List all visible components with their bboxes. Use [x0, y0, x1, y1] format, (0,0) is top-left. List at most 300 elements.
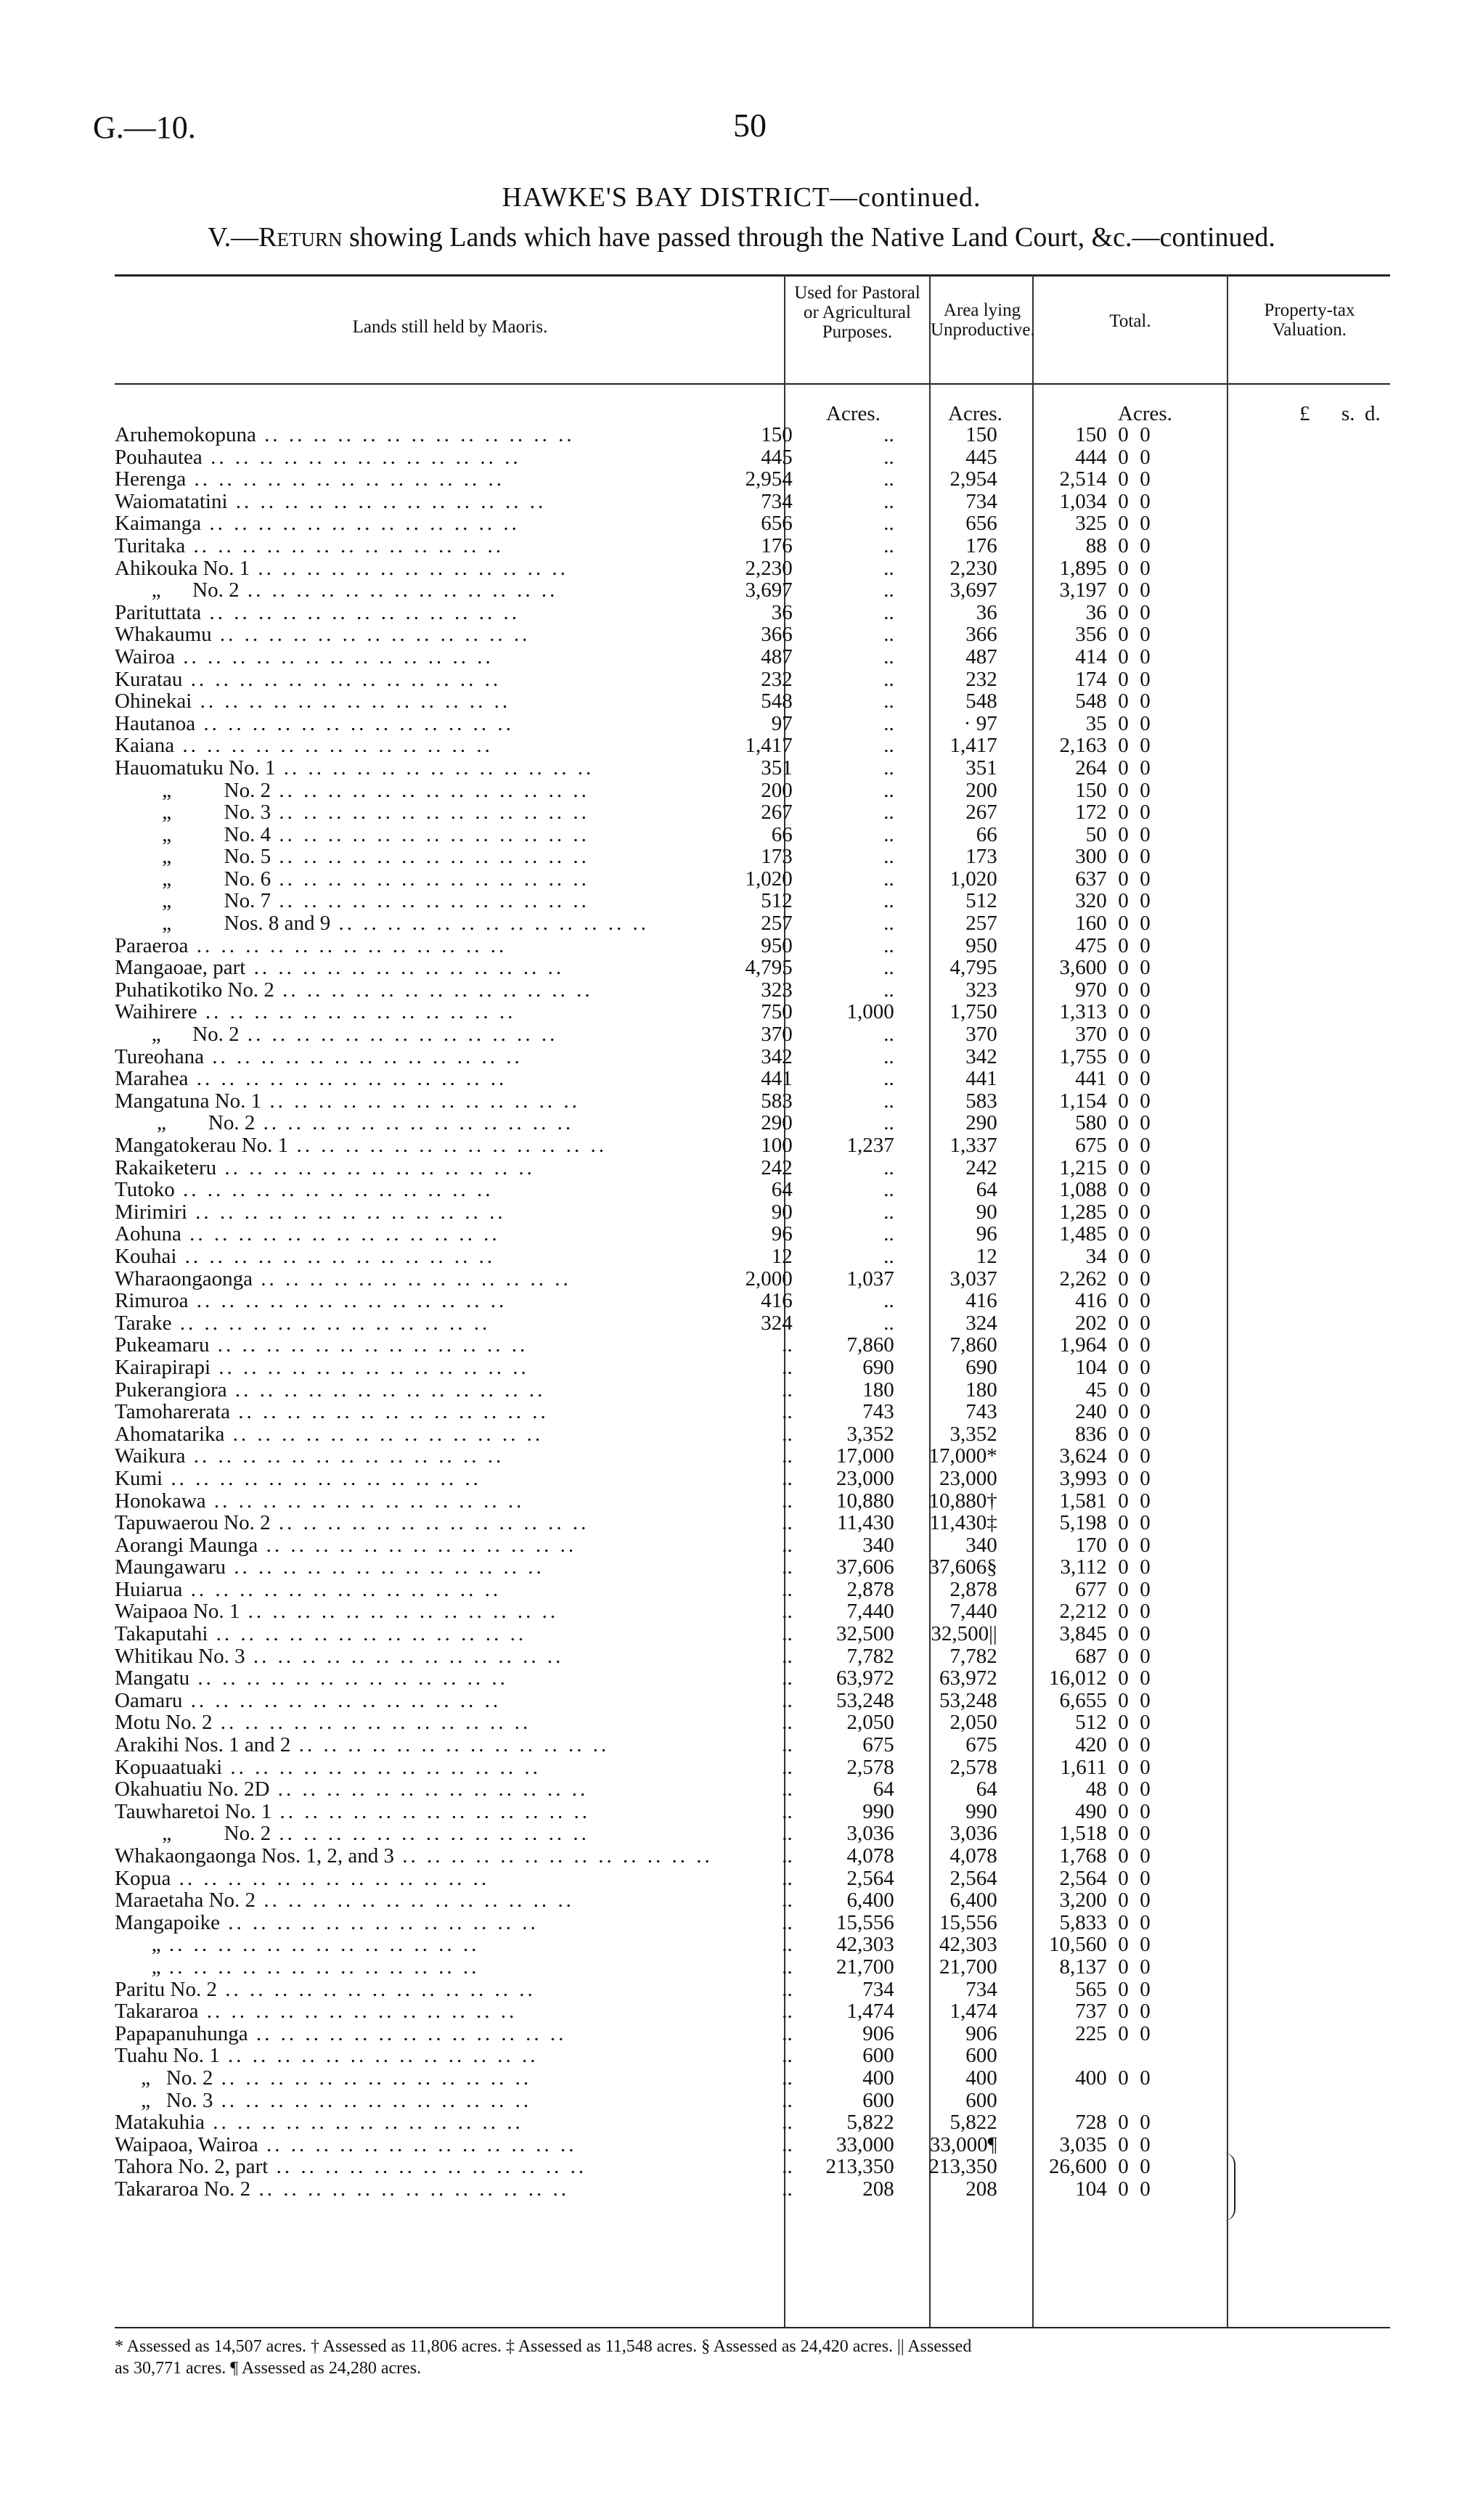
table-row: [115, 2111, 1151, 2134]
valuation-pence: 0: [1140, 711, 1151, 735]
land-name: Tutoko .. .. .. .. .. .. .. .. .. .. .. .. ..: [115, 1179, 494, 1201]
valuation-shillings: 0: [1118, 711, 1129, 735]
pastoral-acres: 150: [761, 423, 793, 446]
total-acres: 63,972: [939, 1666, 997, 1690]
table-row: [115, 890, 1151, 912]
table-row: [115, 1179, 1151, 1201]
unproductive-acres: ..: [883, 1089, 894, 1113]
valuation-pence: 0: [1140, 1977, 1151, 2001]
land-name: Motu No. 2 .. .. .. .. .. .. .. .. .. .. .. .. ..: [115, 1711, 531, 1735]
land-name: Tarake .. .. .. .. .. .. .. .. .. .. .. .. ..: [115, 1312, 491, 1335]
valuation-pence: 0: [1140, 1289, 1151, 1313]
total-acres: 17,000*: [928, 1444, 997, 1468]
valuation-shillings: 0: [1118, 1244, 1129, 1268]
pastoral-acres: ..: [782, 1600, 793, 1624]
land-name: Aruhemokopuna .. .. .. .. .. .. .. .. .. .. .. .. ..: [115, 424, 575, 446]
unproductive-acres: 4,078: [846, 1844, 894, 1868]
pastoral-acres: 12: [771, 1244, 793, 1268]
unproductive-acres: 7,782: [846, 1644, 894, 1668]
valuation-shillings: 0: [1118, 1778, 1129, 1801]
land-name: Maungawaru .. .. .. .. .. .. .. .. .. .. .. .. ..: [115, 1556, 544, 1579]
column-header-total: Total.: [1109, 311, 1151, 331]
land-name: Takararoa No. 2 .. .. .. .. .. .. .. .. .. .. .. .. ..: [115, 2177, 569, 2201]
pastoral-acres: 64: [771, 1178, 793, 1202]
table-row: [115, 801, 1151, 824]
pastoral-acres: 548: [761, 690, 793, 713]
land-name: „ No. 2 .. .. .. .. .. .. .. .. .. .. .. .. ..: [115, 1112, 574, 1134]
total-acres: 340: [965, 1533, 997, 1557]
unproductive-acres: ..: [883, 845, 894, 869]
pastoral-acres: 176: [761, 533, 793, 557]
valuation-shillings: 0: [1118, 467, 1129, 491]
pastoral-acres: 257: [761, 912, 793, 936]
table-row: [115, 713, 1151, 735]
valuation-shillings: 0: [1118, 1355, 1129, 1379]
land-name: Takararoa .. .. .. .. .. .. .. .. .. .. .. .. ..: [115, 2000, 518, 2023]
table-row: [115, 1201, 1151, 1224]
land-name: Mangaoae, part .. .. .. .. .. .. .. .. .. .. .. .. ..: [115, 957, 565, 979]
valuation-shillings: 0: [1118, 1200, 1129, 1224]
pastoral-acres: 583: [761, 1089, 793, 1113]
table-row: [115, 446, 1151, 469]
total-acres: 10,880†: [928, 1489, 997, 1513]
land-name: Tauwharetoi No. 1 .. .. .. .. .. .. .. .. .. .. .. .. ..: [115, 1800, 590, 1823]
valuation-pence: 0: [1140, 1577, 1151, 1601]
valuation-pence: 0: [1140, 556, 1151, 580]
valuation-shillings: 0: [1118, 1666, 1129, 1690]
pastoral-acres: ..: [782, 2177, 793, 2201]
valuation-shillings: 0: [1118, 2111, 1129, 2135]
valuation-pounds: 1,518: [1059, 1822, 1107, 1846]
pastoral-acres: ..: [782, 1378, 793, 1402]
land-name: Waiomatatini .. .. .. .. .. .. .. .. .. .. .. .. ..: [115, 490, 547, 513]
unproductive-acres: 15,556: [836, 1910, 894, 1934]
land-name: „ No. 7 .. .. .. .. .. .. .. .. .. .. .. .. ..: [115, 890, 589, 913]
valuation-pence: 0: [1140, 645, 1151, 668]
table-row: [115, 2000, 1151, 2023]
table-row: [115, 646, 1151, 668]
land-name: Puhatikotiko No. 2 .. .. .. .. .. .. .. .. .. .. .. .. ..: [115, 978, 593, 1002]
valuation-shillings: 0: [1118, 1622, 1129, 1646]
unproductive-acres: 743: [862, 1400, 894, 1424]
table-row: [115, 1357, 1151, 1379]
lands-table: [115, 424, 1151, 2201]
pastoral-acres: 66: [771, 822, 793, 846]
total-acres: 342: [965, 1044, 997, 1068]
valuation-shillings: 0: [1118, 2000, 1129, 2024]
valuation-shillings: 0: [1118, 1733, 1129, 1757]
pastoral-acres: ..: [782, 1444, 793, 1468]
valuation-shillings: 0: [1118, 2021, 1129, 2045]
valuation-pence: 0: [1140, 578, 1151, 602]
valuation-shillings: 0: [1118, 1444, 1129, 1468]
valuation-shillings: 0: [1118, 1822, 1129, 1846]
valuation-pounds: 1,768: [1059, 1844, 1107, 1868]
valuation-pence: 0: [1140, 1267, 1151, 1290]
table-row: [115, 1423, 1151, 1446]
table-row: [115, 824, 1151, 846]
land-name: Pukerangiora .. .. .. .. .. .. .. .. .. .. .. .. ..: [115, 1378, 546, 1402]
valuation-pence: 0: [1140, 2021, 1151, 2045]
land-name: Huiarua .. .. .. .. .. .. .. .. .. .. .. .. ..: [115, 1578, 502, 1601]
total-acres: 36: [976, 600, 997, 624]
unproductive-acres: ..: [883, 889, 894, 913]
valuation-pounds: 836: [1075, 1422, 1107, 1446]
land-name: Tapuwaerou No. 2 .. .. .. .. .. .. .. .. .. .. .. .. ..: [115, 1512, 589, 1534]
valuation-shillings: 0: [1118, 2066, 1129, 2090]
valuation-pence: 0: [1140, 1244, 1151, 1268]
land-name: Pukeamaru .. .. .. .. .. .. .. .. .. .. .. .. ..: [115, 1334, 528, 1357]
valuation-pounds: 160: [1075, 912, 1107, 936]
valuation-shillings: 0: [1118, 1910, 1129, 1934]
table-row: [115, 668, 1151, 691]
total-acres: 3,352: [949, 1422, 997, 1446]
pastoral-acres: ..: [782, 1644, 793, 1668]
pastoral-acres: 36: [771, 600, 793, 624]
valuation-pounds: 565: [1075, 1977, 1107, 2001]
total-acres: 11,430‡: [929, 1511, 997, 1535]
total-acres: 2,954: [949, 467, 997, 491]
valuation-pounds: 45: [1085, 1378, 1107, 1402]
valuation-pounds: 1,034: [1059, 489, 1107, 513]
table-row: [115, 2134, 1151, 2156]
unproductive-acres: ..: [883, 1289, 894, 1313]
land-name: „ No. 3 .. .. .. .. .. .. .. .. .. .. .. .. ..: [115, 801, 589, 824]
unproductive-acres: 10,880: [836, 1489, 894, 1513]
pastoral-acres: 323: [761, 978, 793, 1002]
pastoral-acres: ..: [782, 1333, 793, 1357]
total-acres: 3,697: [949, 578, 997, 602]
total-acres: 2,230: [949, 556, 997, 580]
pastoral-acres: ..: [782, 1688, 793, 1712]
unproductive-acres: 1,237: [846, 1134, 894, 1157]
return-title-rest: showing Lands which have passed through the Native Land Court, &c.—continued.: [348, 222, 1275, 253]
valuation-pounds: 48: [1085, 1778, 1107, 1801]
valuation-pence: 0: [1140, 690, 1151, 713]
total-acres: 232: [965, 667, 997, 691]
unproductive-acres: 3,352: [846, 1422, 894, 1446]
table-row: [115, 690, 1151, 713]
valuation-pence: 0: [1140, 600, 1151, 624]
valuation-shillings: 0: [1118, 1844, 1129, 1868]
land-name: Aorangi Maunga .. .. .. .. .. .. .. .. .. .. .. .. ..: [115, 1534, 577, 1557]
valuation-shillings: 0: [1118, 1378, 1129, 1402]
valuation-pounds: 3,197: [1059, 578, 1107, 602]
table-row: [115, 1556, 1151, 1579]
unproductive-acres: 400: [862, 2066, 894, 2090]
valuation-pence: 0: [1140, 1355, 1151, 1379]
land-name: „ No. 3 .. .. .. .. .. .. .. .. .. .. .. .. ..: [115, 2089, 532, 2112]
land-name: Takaputahi .. .. .. .. .. .. .. .. .. .. .. .. ..: [115, 1623, 527, 1645]
total-acres: 990: [965, 1799, 997, 1823]
land-name: Kopua .. .. .. .. .. .. .. .. .. .. .. .. ..: [115, 1867, 490, 1890]
unproductive-acres: 2,050: [846, 1711, 894, 1735]
valuation-pence: 0: [1140, 1311, 1151, 1335]
total-acres: 7,440: [949, 1600, 997, 1624]
valuation-pence: 0: [1140, 1778, 1151, 1801]
pastoral-acres: 97: [771, 711, 793, 735]
valuation-shillings: 0: [1118, 423, 1129, 446]
unproductive-acres: ..: [883, 933, 894, 957]
land-name: Kaiana .. .. .. .. .. .. .. .. .. .. .. .. ..: [115, 735, 493, 757]
table-row: [115, 1068, 1151, 1090]
pastoral-acres: 441: [761, 1067, 793, 1091]
land-name: Kumi .. .. .. .. .. .. .. .. .. .. .. .. ..: [115, 1467, 481, 1490]
valuation-pounds: 1,485: [1059, 1222, 1107, 1246]
land-name: Waikura .. .. .. .. .. .. .. .. .. .. .. .. ..: [115, 1445, 504, 1468]
land-name: Aohuna .. .. .. .. .. .. .. .. .. .. .. .. ..: [115, 1223, 500, 1245]
total-acres: 208: [965, 2177, 997, 2201]
land-name: Tahora No. 2, part .. .. .. .. .. .. .. .. .. .. .. .. ..: [115, 2156, 587, 2178]
valuation-shillings: 0: [1118, 1889, 1129, 1912]
valuation-pence: 0: [1140, 1844, 1151, 1868]
valuation-pounds: [1019, 2090, 1107, 2112]
table-row: [115, 1645, 1151, 1668]
total-acres: 366: [965, 623, 997, 647]
total-acres: 370: [965, 1023, 997, 1047]
pastoral-acres: ..: [782, 1711, 793, 1735]
valuation-pence: [1129, 2045, 1151, 2067]
unproductive-acres: ..: [883, 1178, 894, 1202]
unit-pence: d.: [1365, 402, 1381, 425]
total-acres: 600: [965, 2044, 997, 2068]
unproductive-acres: 213,350: [825, 2155, 894, 2179]
valuation-pounds: 3,200: [1059, 1889, 1107, 1912]
column-header-pastoral: Used for Pastoral or Agricultural Purposes.: [794, 283, 920, 342]
pastoral-acres: ..: [782, 1489, 793, 1513]
valuation-pence: 0: [1140, 1866, 1151, 1890]
valuation-pence: 0: [1140, 845, 1151, 869]
pastoral-acres: 950: [761, 933, 793, 957]
valuation-shillings: [1107, 2090, 1129, 2112]
land-name: Whakaongaonga Nos. 1, 2, and 3 .. .. .. .. .. .. .. .. .. .. .. .. ..: [115, 1845, 713, 1868]
unproductive-acres: 11,430: [837, 1511, 894, 1535]
pastoral-acres: 200: [761, 778, 793, 802]
valuation-pounds: 2,514: [1059, 467, 1107, 491]
total-acres: 15,556: [939, 1910, 997, 1934]
land-name: Tureohana .. .. .. .. .. .. .. .. .. .. .. .. ..: [115, 1045, 523, 1068]
land-name: Wairoa .. .. .. .. .. .. .. .. .. .. .. .. ..: [115, 645, 494, 668]
pastoral-acres: ..: [782, 1355, 793, 1379]
total-acres: 4,078: [949, 1844, 997, 1868]
valuation-shillings: 0: [1118, 1067, 1129, 1091]
total-acres: 42,303: [939, 1933, 997, 1957]
total-acres: 690: [965, 1355, 997, 1379]
total-acres: 743: [965, 1400, 997, 1424]
table-row: [115, 1223, 1151, 1245]
total-acres: 675: [965, 1733, 997, 1757]
valuation-pounds: 490: [1075, 1799, 1107, 1823]
table-row: [115, 935, 1151, 957]
total-acres: 351: [965, 756, 997, 780]
valuation-shillings: 0: [1118, 1400, 1129, 1424]
valuation-shillings: 0: [1118, 1688, 1129, 1712]
total-acres: 3,037: [949, 1267, 997, 1290]
unproductive-acres: 1,000: [846, 1000, 894, 1024]
valuation-shillings: 0: [1118, 1489, 1129, 1513]
valuation-pence: 0: [1140, 867, 1151, 891]
valuation-shillings: 0: [1118, 1755, 1129, 1779]
unproductive-acres: ..: [883, 690, 894, 713]
pastoral-acres: ..: [782, 1778, 793, 1801]
valuation-pounds: 300: [1075, 845, 1107, 869]
pastoral-acres: ..: [782, 1511, 793, 1535]
valuation-pence: 0: [1140, 1333, 1151, 1357]
valuation-pence: 0: [1140, 1600, 1151, 1624]
land-name: Tuahu No. 1 .. .. .. .. .. .. .. .. .. .. .. .. ..: [115, 2045, 539, 2067]
valuation-pounds: 10,560: [1048, 1933, 1107, 1957]
valuation-pence: 0: [1140, 512, 1151, 536]
unproductive-acres: ..: [883, 1111, 894, 1135]
valuation-pounds: 512: [1075, 1711, 1107, 1735]
footnote-line-1: * Assessed as 14,507 acres. † Assessed as 11,806 acres. ‡ Assessed as 11,548 acres. § Assessed as 24,420 acres. || Assessed: [115, 2337, 972, 2356]
valuation-pounds: 1,755: [1059, 1044, 1107, 1068]
unproductive-acres: ..: [883, 734, 894, 758]
land-name: Whitikau No. 3 .. .. .. .. .. .. .. .. .. .. .. .. ..: [115, 1645, 564, 1668]
land-name: Rimuroa .. .. .. .. .. .. .. .. .. .. .. .. ..: [115, 1290, 507, 1312]
table-row: [115, 979, 1151, 1002]
valuation-pence: 0: [1140, 801, 1151, 825]
total-acres: 21,700: [939, 1955, 997, 1979]
unproductive-acres: 63,972: [836, 1666, 894, 1690]
district-title: HAWKE'S BAY DISTRICT—continued.: [502, 182, 981, 213]
valuation-pence: 0: [1140, 1000, 1151, 1024]
total-acres: 23,000: [939, 1466, 997, 1490]
unproductive-acres: ..: [883, 756, 894, 780]
valuation-shillings: 0: [1118, 1178, 1129, 1202]
valuation-pence: 0: [1140, 1134, 1151, 1157]
land-name: „ No. 2 .. .. .. .. .. .. .. .. .. .. .. .. ..: [115, 1023, 558, 1046]
land-name: Marahea .. .. .. .. .. .. .. .. .. .. .. .. ..: [115, 1068, 507, 1090]
table-row: [115, 1090, 1151, 1113]
total-acres: 7,782: [949, 1644, 997, 1668]
land-name: Ahikouka No. 1 .. .. .. .. .. .. .. .. .. .. .. .. ..: [115, 557, 568, 580]
unit-shillings: s.: [1341, 402, 1355, 425]
table-row: [115, 1001, 1151, 1023]
valuation-shillings: 0: [1118, 1023, 1129, 1047]
valuation-pence: 0: [1140, 2000, 1151, 2024]
land-name: „ No. 2 .. .. .. .. .. .. .. .. .. .. .. .. ..: [115, 1822, 589, 1845]
unproductive-acres: 1,037: [846, 1267, 894, 1290]
pastoral-acres: ..: [782, 1799, 793, 1823]
valuation-pounds: 400: [1075, 2066, 1107, 2090]
total-acres: 400: [965, 2066, 997, 2090]
land-name: Kaimanga .. .. .. .. .. .. .. .. .. .. .. .. ..: [115, 512, 520, 535]
pastoral-acres: 267: [761, 801, 793, 825]
valuation-shillings: 0: [1118, 801, 1129, 825]
pastoral-acres: 2,000: [745, 1267, 793, 1290]
valuation-pence: 0: [1140, 1378, 1151, 1402]
valuation-pence: 0: [1140, 1067, 1151, 1091]
land-name: Oamaru .. .. .. .. .. .. .. .. .. .. .. .. ..: [115, 1689, 502, 1712]
land-name: Papapanuhunga .. .. .. .. .. .. .. .. .. .. .. .. ..: [115, 2022, 567, 2045]
total-acres: 2,578: [949, 1755, 997, 1779]
total-acres: 33,000¶: [929, 2132, 997, 2156]
valuation-shillings: 0: [1118, 1333, 1129, 1357]
valuation-pounds: 3,035: [1059, 2132, 1107, 2156]
return-title: [0, 221, 1483, 253]
valuation-pence: 0: [1140, 912, 1151, 936]
unproductive-acres: ..: [883, 1067, 894, 1091]
table-row: [115, 757, 1151, 780]
valuation-shillings: 0: [1118, 578, 1129, 602]
pastoral-acres: ..: [782, 1400, 793, 1424]
valuation-pounds: 728: [1075, 2111, 1107, 2135]
valuation-pounds: 5,198: [1059, 1511, 1107, 1535]
total-acres: 3,036: [949, 1822, 997, 1846]
table-row: [115, 2090, 1151, 2112]
valuation-shillings: 0: [1118, 1134, 1129, 1157]
valuation-pence: 0: [1140, 1023, 1151, 1047]
pastoral-acres: ..: [782, 1555, 793, 1579]
column-header-unproductive: Area lying Unproductive.: [931, 300, 1035, 340]
pastoral-acres: ..: [782, 1533, 793, 1557]
valuation-pounds: 737: [1075, 2000, 1107, 2024]
total-acres: 487: [965, 645, 997, 668]
valuation-shillings: 0: [1118, 1799, 1129, 1823]
valuation-pounds: 240: [1075, 1400, 1107, 1424]
total-acres: 416: [965, 1289, 997, 1313]
valuation-pence: 0: [1140, 1733, 1151, 1757]
land-name: Waipaoa No. 1 .. .. .. .. .. .. .. .. .. .. .. .. ..: [115, 1600, 559, 1624]
unproductive-acres: ..: [883, 711, 894, 735]
unproductive-acres: 2,564: [846, 1866, 894, 1890]
total-acres: 2,564: [949, 1866, 997, 1890]
valuation-pounds: 172: [1075, 801, 1107, 825]
land-name: „ No. 2 .. .. .. .. .. .. .. .. .. .. .. .. ..: [115, 779, 589, 802]
valuation-pounds: 225: [1075, 2021, 1107, 2045]
unproductive-acres: 7,440: [846, 1600, 894, 1624]
page-number: 50: [733, 107, 767, 144]
valuation-pounds: 1,313: [1059, 1000, 1107, 1024]
valuation-pence: 0: [1140, 778, 1151, 802]
valuation-pence: 0: [1140, 1533, 1151, 1557]
unproductive-acres: 23,000: [836, 1466, 894, 1490]
pastoral-acres: 173: [761, 845, 793, 869]
valuation-pence: 0: [1140, 1466, 1151, 1490]
valuation-pounds: 687: [1075, 1644, 1107, 1668]
pastoral-acres: 750: [761, 1000, 793, 1024]
valuation-shillings: 0: [1118, 778, 1129, 802]
table-row: [115, 1290, 1151, 1312]
land-name: Kouhai .. .. .. .. .. .. .. .. .. .. .. .. ..: [115, 1245, 496, 1268]
table-row: [115, 2156, 1151, 2178]
pastoral-acres: 242: [761, 1155, 793, 1179]
valuation-pence: 0: [1140, 445, 1151, 469]
table-row: [115, 1756, 1151, 1779]
valuation-shillings: 0: [1118, 445, 1129, 469]
unproductive-acres: ..: [883, 1155, 894, 1179]
pastoral-acres: 512: [761, 889, 793, 913]
valuation-shillings: 0: [1118, 1644, 1129, 1668]
total-acres: 583: [965, 1089, 997, 1113]
valuation-pence: 0: [1140, 1822, 1151, 1846]
valuation-shillings: 0: [1118, 645, 1129, 668]
header-bottom-rule: [115, 383, 1390, 385]
unproductive-acres: ..: [883, 778, 894, 802]
pastoral-acres: 656: [761, 512, 793, 536]
unproductive-acres: 17,000: [836, 1444, 894, 1468]
valuation-pence: 0: [1140, 1422, 1151, 1446]
valuation-shillings: 0: [1118, 1422, 1129, 1446]
land-name: „ .. .. .. .. .. .. .. .. .. .. .. .. ..: [115, 1934, 480, 1956]
valuation-shillings: 0: [1118, 1466, 1129, 1490]
total-acres: 6,400: [949, 1889, 997, 1912]
valuation-pounds: 1,285: [1059, 1200, 1107, 1224]
valuation-shillings: 0: [1118, 2132, 1129, 2156]
unproductive-acres: 180: [862, 1378, 894, 1402]
table-row: [115, 579, 1151, 602]
